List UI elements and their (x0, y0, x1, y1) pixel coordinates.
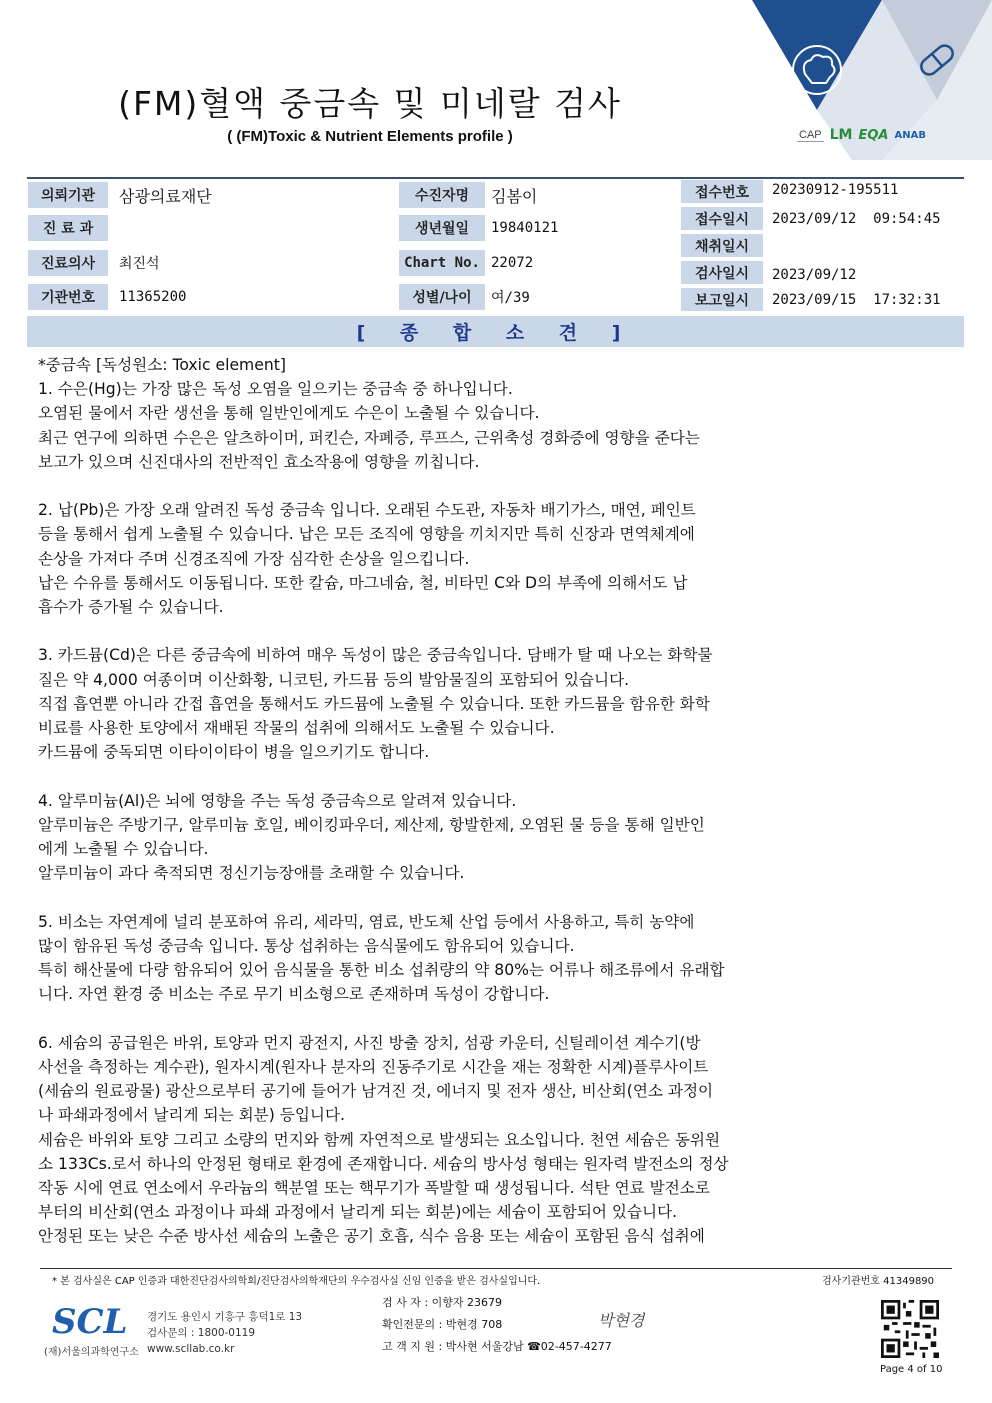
customer-support: 고 객 지 원 : 박사현 서울강남 ☎02-457-4277 (382, 1340, 612, 1353)
summary-heading: [ 종 합 소 견 ] (27, 316, 964, 347)
label-report-date: 보고일시 (680, 287, 764, 312)
certification-logos (797, 120, 972, 150)
lab-contact (147, 1309, 302, 1357)
value-receipt-date: 2023/09/12 09:54:45 (772, 210, 941, 227)
verifying-physician: 확인전문의 : 박현경 708 (382, 1318, 503, 1331)
value-receipt-no: 20230912-195511 (772, 181, 899, 198)
label-org-no: 기관번호 (27, 283, 109, 311)
report-title: (FM)혈액 중금속 및 미네랄 검사 (118, 84, 622, 123)
label-doctor: 진료의사 (27, 249, 109, 277)
page-number: Page 4 of 10 (880, 1364, 943, 1375)
label-receipt-no: 접수번호 (680, 179, 764, 204)
summary-body-text: *중금속 [독성원소: Toxic element] 1. 수은(Hg)는 가장 많은 독성 오염을 일으키는 중금속 중 하나입니다. 오염된 물에서 자란 생선을 통해 일반인에게도 수은이 노출될 수 있습니다. 최근 연구에 의하면 수은은 알츠하이머, 퍼킨슨, 자폐증, 루프스, 근위축성 경화증에 영향을 준다는 보고가 있으며 신진대사의 전반적인 효소작용에 영향을 끼칩니다. 2. 납(Pb)은 가장 오래 알려진 독성 중금속 입니다. 오래된 수도관, 자동차 배기가스, 매연, 페인트 등을 통해서 쉽게 노출될 수 있습니다. 납은 모든 조직에 영향을 끼치지만 특히 신장과 면역체계에 손상을 가져다 주며 신경조직에 가장 심각한 손상을 일으킵니다. 납은 수유를 통해서도 이동됩니다. 또한 칼슘, 마그네슘, 철, 비타민 C와 D의 부족에 의해서도 납 흡수가 증가될 수 있습니다. 3. 카드뮴(Cd)은 다른 중금속에 비하여 매우 독성이 많은 중금속입니다. 담배가 탈 때 나오는 화학물 질은 약 4,000 여종이며 이산화황, 니코틴, 카드뮴 등의 발암물질의 포함되어 있습니다. 직접 흡연뿐 아니라 간접 흡연을 통해서도 카드뮴에 노출될 수 있습니다. 또한 카드뮴을 함유한 화학 비료를 사용한 토양에서 재배된 작물의 섭취에 의해서도 노출될 수 있습니다. 카드뮴에 중독되면 이타이이타이 병을 일으키기도 합니다. 4. 알루미늄(Al)은 뇌에 영향을 주는 독성 중금속으로 알려져 있습니다. 알루미늄은 주방기구, 알루미늄 호일, 베이킹파우더, 제산제, 항발한제, 오염된 물 등을 통해 일반인 에게 노출될 수 있습니다. 알루미늄이 과다 축적되면 정신기능장애를 초래할 수 있습니다. 5. 비소는 자연계에 널리 분포하여 유리, 세라믹, 염료, 반도체 산업 등에서 사용하고, 특히 농약에 많이 함유된 독성 중금속 입니다. 통상 섭취하는 음식물에도 함유되어 있습니다. 특히 해산물에 다량 함유되어 있어 음식물을 통한 비소 섭취량의 약 80%는 어류나 해조류에서 유래합 니다. 자연 환경 중 비소는 주로 무기 비소형으로 존재하며 독성이 강합니다. 6. 세슘의 공급원은 바위, 토양과 먼지 광전지, 사진 방출 장치, 섬광 카운터, 신틸레이션 계수기(방 사선을 측정하는 계수관), 원자시계(원자나 분자의 진동주기로 시간을 재는 정확한 시계)플루사이트 (세슘의 원료광물) 광산으로부터 공기에 들어가 남겨진 것, 에너지 및 전자 생산, 비산회(연소 과정이 나 파쇄과정에서 날리게 되는 회분) 등입니다. 세슘은 바위와 토양 그리고 소량의 먼지와 함께 자연적으로 발생되는 요소입니다. 천연 세슘은 동위원 소 133Cs.로서 하나의 안정된 형태로 환경에 존재합니다. 세슘의 방사성 형태는 원자력 발전소의 정상 작동 시에 연료 연소에서 우라늄의 핵분열 또는 핵무기가 폭발할 때 생성됩니다. 석탄 연료 발전소로 부터의 비산회(연소 과정이나 파쇄 과정에서 날리게 되는 회분)에는 세슘이 포함되어 있습니다. 안정된 또는 낮은 수준 방사선 세슘의 노출은 공기 호흡, 식수 음용 또는 세슘이 포함된 음식 섭취에 (38, 356, 729, 1246)
physician-signature: 박현경 (598, 1311, 645, 1330)
label-sex-age: 성별/나이 (398, 283, 486, 311)
staff-info (382, 1292, 612, 1358)
label-test-date: 검사일시 (680, 260, 764, 285)
lab-inquiry: 검사문의 : 1800-0119 (147, 1327, 256, 1339)
value-report-date: 2023/09/15 17:32:31 (772, 291, 941, 308)
lab-address: 경기도 용인시 기흥구 흥덕1로 13 (147, 1311, 303, 1323)
value-test-date: 2023/09/12 (772, 266, 857, 283)
value-chart: 22072 (491, 255, 534, 271)
value-collect-date (772, 233, 964, 258)
footer-divider (40, 1268, 952, 1269)
label-birth: 생년월일 (398, 214, 486, 242)
anab-logo: ANAB (894, 129, 926, 141)
scl-logo: SCL (52, 1302, 128, 1342)
report-subtitle: ( (FM)Toxic & Nutrient Elements profile ) (227, 128, 513, 145)
value-institution: 삼광의료재단 (119, 186, 212, 206)
value-sex-age: 여/39 (491, 290, 530, 306)
institution-code: 검사기관번호 41349890 (822, 1276, 935, 1287)
label-chart: Chart No. (398, 249, 486, 277)
lab-website[interactable]: www.scllab.co.kr (147, 1343, 235, 1355)
value-department (119, 214, 419, 242)
label-institution: 의뢰기관 (27, 181, 109, 209)
value-doctor: 최진석 (119, 256, 160, 272)
certification-note: * 본 검사실은 CAP 인증과 대한진단검사의학회/진단검사의학재단의 우수검사실 신임 인증을 받은 검사실입니다. (52, 1276, 541, 1287)
value-org-no: 11365200 (119, 289, 187, 305)
label-receipt-date: 접수일시 (680, 206, 764, 231)
scl-logo-subtitle: (재)서울의과학연구소 (44, 1347, 139, 1358)
qr-code-icon (881, 1300, 939, 1358)
label-collect-date: 채취일시 (680, 233, 764, 258)
value-patient: 김봄이 (491, 186, 538, 206)
label-department: 진 료 과 (27, 214, 109, 242)
value-birth: 19840121 (491, 220, 559, 236)
patient-info-table (27, 177, 964, 313)
cap-logo: CAP (799, 128, 822, 141)
lm-logo: LM (829, 127, 853, 143)
label-patient: 수진자명 (398, 181, 486, 209)
eqa-logo: EQA (858, 127, 889, 143)
tester: 검 사 자 : 이향자 23679 (382, 1296, 502, 1309)
